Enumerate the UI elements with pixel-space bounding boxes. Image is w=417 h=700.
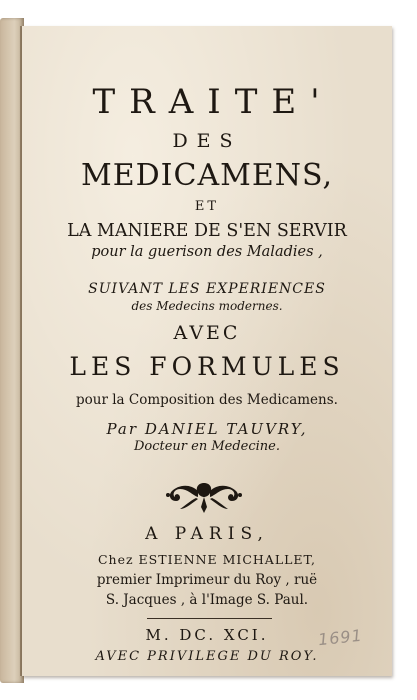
imprint-address: S. Jacques , à l'Image S. Paul. [105, 592, 309, 608]
imprint-date: M. DC. XCI. [145, 626, 269, 644]
subtitle-maniere: LA MANIERE DE S'EN SERVIR [67, 221, 347, 241]
subtitle-composition: pour la Composition des Medicamens. [76, 392, 338, 408]
title-des: DES [172, 130, 242, 152]
main-title: TRAITE' [92, 82, 334, 122]
imprint-rule [147, 618, 272, 619]
imprint-city: A PARIS, [145, 524, 269, 544]
subtitle-avec: AVEC [173, 322, 241, 344]
subtitle-guerison: pour la guerison des Maladies , [91, 244, 323, 260]
imprint-printer: Chez ESTIENNE MICHALLET, [97, 552, 317, 567]
title-et: ET [194, 199, 220, 214]
subtitle-suivant: SUIVANT LES EXPERIENCES [88, 281, 326, 297]
author-line: Par DANIEL TAUVRY, [106, 420, 308, 438]
title-medicamens: MEDICAMENS, [80, 158, 334, 193]
handwritten-year-annotation: 1691 [317, 625, 364, 650]
title-page [22, 26, 392, 676]
printers-ornament-icon [162, 479, 246, 515]
subtitle-formules: LES FORMULES [69, 352, 345, 381]
imprint-premier: premier Imprimeur du Roy , ruë [96, 572, 318, 588]
privilege-line: AVEC PRIVILEGE DU ROY. [95, 649, 319, 664]
subtitle-medecins: des Medecins modernes. [131, 299, 283, 313]
author-title: Docteur en Medecine. [133, 439, 281, 454]
